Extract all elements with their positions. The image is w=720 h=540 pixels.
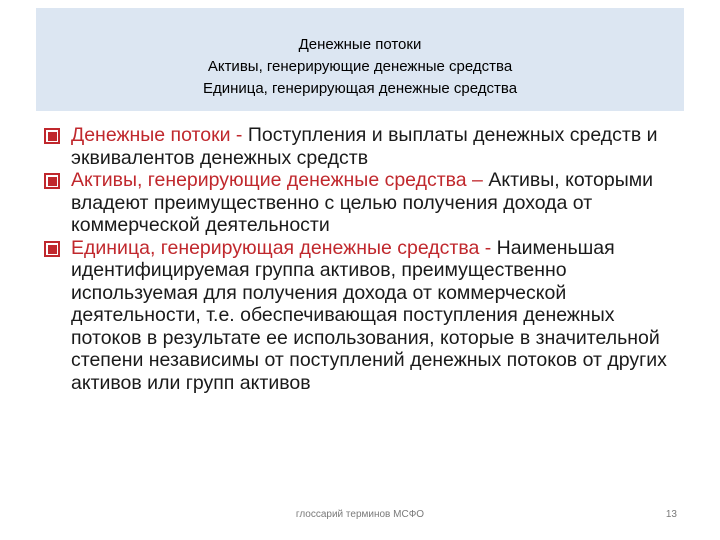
glossary-definition: Активы, которыми владеют преимущественно с целью получения дохода от коммерческой деятельности: [71, 169, 654, 236]
glossary-item: [44, 237, 684, 395]
checkbox-square-icon: [44, 173, 60, 189]
glossary-definition: Поступления и выплаты денежных средств и эквивалентов денежных средств: [71, 124, 658, 169]
header-banner: [36, 8, 684, 111]
checkbox-square-icon: [44, 128, 60, 144]
glossary-term: Единица, генерирующая денежные средства -: [71, 236, 497, 259]
glossary-definition: Наименьшая идентифицируемая группа активов, преимущественно используемая для получения дохода от коммерческой деятельности, т.е. обеспечивающая поступления денежных потоков в результате ее использования, которые в значительной степени независимы от поступлений денежных потоков от других активов или групп активов: [71, 236, 667, 394]
checkbox-square-icon: [44, 241, 60, 257]
header-line-3: Единица, генерирующая денежные средства: [202, 80, 518, 97]
glossary-list: [44, 124, 684, 394]
footer-caption: глоссарий терминов МСФО: [295, 509, 425, 520]
glossary-item: [44, 124, 684, 169]
page-number: 13: [665, 509, 677, 520]
glossary-term: Активы, генерирующие денежные средства –: [71, 169, 489, 191]
glossary-term: Денежные потоки -: [71, 124, 248, 146]
glossary-item: [44, 169, 684, 237]
header-title: Денежные потоки: [298, 36, 422, 53]
header-line-2: Активы, генерирующие денежные средства: [207, 58, 513, 75]
